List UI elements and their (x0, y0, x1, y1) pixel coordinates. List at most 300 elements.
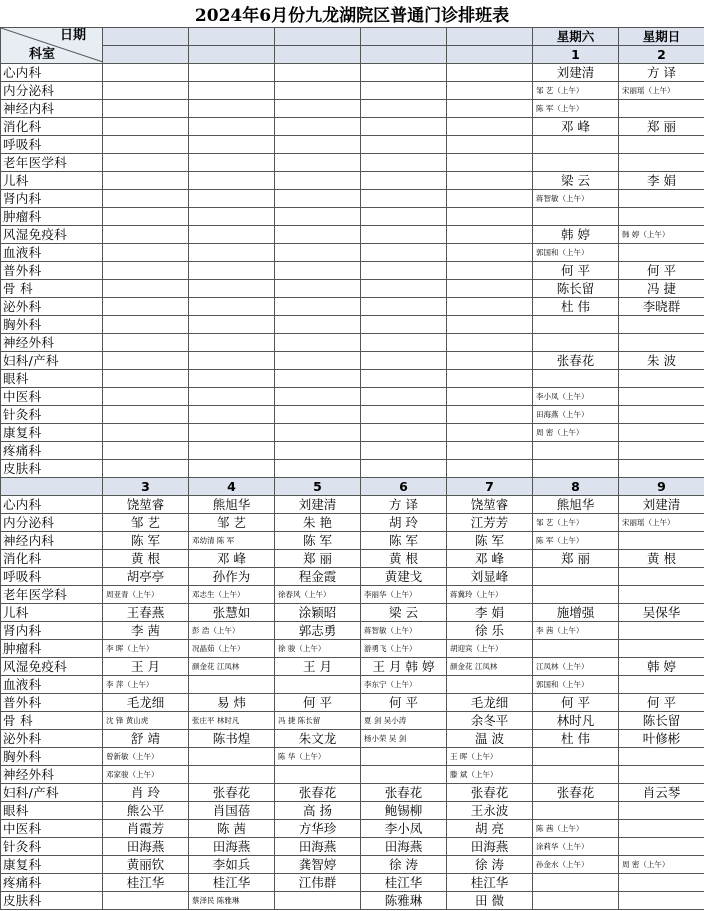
doctor-cell: 邓 峰 (533, 118, 619, 136)
schedule-row (1, 190, 704, 208)
doctor-cell: 李晓群 (619, 298, 704, 316)
doctor-cell (619, 424, 704, 442)
doctor-cell: 陈 军（上午） (533, 100, 619, 118)
doctor-cell: 邓志生（上午） (189, 586, 275, 604)
doctor-cell (361, 388, 447, 406)
doctor-cell: 毛龙细 (447, 694, 533, 712)
schedule-row (1, 604, 704, 622)
doctor-cell: 方华珍 (275, 820, 361, 838)
doctor-cell (189, 676, 275, 694)
doctor-cell (619, 388, 704, 406)
doctor-cell: 梁 云 (361, 604, 447, 622)
department-label: 风湿免疫科 (1, 226, 103, 244)
doctor-cell: 江伟群 (275, 874, 361, 892)
department-label: 泌外科 (1, 730, 103, 748)
day-number-header: 6 (361, 478, 447, 496)
department-label: 针灸科 (1, 838, 103, 856)
doctor-cell: 黄丽钦 (103, 856, 189, 874)
doctor-cell (275, 316, 361, 334)
doctor-cell: 李 茜 (103, 622, 189, 640)
doctor-cell: 韩 婷（上午） (619, 226, 704, 244)
doctor-cell (275, 226, 361, 244)
day-number-header (189, 46, 275, 64)
schedule-row (1, 694, 704, 712)
doctor-cell: 张春花 (447, 784, 533, 802)
doctor-cell (533, 136, 619, 154)
doctor-cell: 张春花 (533, 352, 619, 370)
doctor-cell (619, 532, 704, 550)
schedule-row (1, 532, 704, 550)
doctor-cell (275, 64, 361, 82)
schedule-row (1, 352, 704, 370)
schedule-row (1, 766, 704, 784)
doctor-cell (533, 874, 619, 892)
doctor-cell (189, 82, 275, 100)
doctor-cell: 胡 玲 (361, 514, 447, 532)
doctor-cell (275, 154, 361, 172)
doctor-cell: 周 密（上午） (533, 424, 619, 442)
schedule-row (1, 424, 704, 442)
doctor-cell: 王 月 (275, 658, 361, 676)
doctor-cell: 刘建清 (619, 496, 704, 514)
doctor-cell: 田海燕 (189, 838, 275, 856)
schedule-row (1, 838, 704, 856)
doctor-cell: 颜金花 江凤林 (189, 658, 275, 676)
doctor-cell: 游勇飞（上午） (361, 640, 447, 658)
schedule-row (1, 208, 704, 226)
department-label: 中医科 (1, 388, 103, 406)
doctor-cell (275, 406, 361, 424)
doctor-cell (275, 190, 361, 208)
doctor-cell: 夏 剑 吴小涛 (361, 712, 447, 730)
date-axis-label: 日期 (59, 28, 86, 43)
schedule-row (1, 658, 704, 676)
doctor-cell: 李东宁（上午） (361, 676, 447, 694)
doctor-cell: 叶修彬 (619, 730, 704, 748)
schedule-row (1, 622, 704, 640)
weekday-header: 星期六 (533, 28, 619, 46)
doctor-cell (533, 586, 619, 604)
doctor-cell: 杨小荣 吴 剑 (361, 730, 447, 748)
doctor-cell (103, 190, 189, 208)
doctor-cell (275, 118, 361, 136)
doctor-cell: 何 平 (619, 262, 704, 280)
schedule-row (1, 136, 704, 154)
doctor-cell (275, 262, 361, 280)
doctor-cell: 桂江华 (189, 874, 275, 892)
doctor-cell (361, 190, 447, 208)
weekday-header: 星期日 (619, 28, 704, 46)
department-label: 肿瘤科 (1, 640, 103, 658)
doctor-cell (103, 424, 189, 442)
doctor-cell: 李如兵 (189, 856, 275, 874)
doctor-cell (103, 82, 189, 100)
schedule-row (1, 784, 704, 802)
doctor-cell: 黄 根 (103, 550, 189, 568)
doctor-cell: 郭国和（上午） (533, 244, 619, 262)
day-number-header (103, 46, 189, 64)
doctor-cell (189, 244, 275, 262)
doctor-cell (189, 172, 275, 190)
day-number-header (447, 46, 533, 64)
schedule-row (1, 334, 704, 352)
doctor-cell (189, 442, 275, 460)
doctor-cell: 田 微 (447, 892, 533, 910)
doctor-cell (447, 64, 533, 82)
doctor-cell: 温 波 (447, 730, 533, 748)
doctor-cell (619, 334, 704, 352)
doctor-cell (447, 100, 533, 118)
doctor-cell: 田海燕 (103, 838, 189, 856)
schedule-row (1, 316, 704, 334)
doctor-cell: 何 平 (533, 262, 619, 280)
doctor-cell (189, 334, 275, 352)
doctor-cell (447, 676, 533, 694)
doctor-cell (189, 136, 275, 154)
doctor-cell (619, 622, 704, 640)
doctor-cell (447, 262, 533, 280)
doctor-cell: 邓 峰 (189, 550, 275, 568)
doctor-cell: 肖云琴 (619, 784, 704, 802)
doctor-cell (619, 100, 704, 118)
doctor-cell: 王 月 韩 婷 (361, 658, 447, 676)
doctor-cell (189, 352, 275, 370)
doctor-cell: 张春花 (533, 784, 619, 802)
doctor-cell (447, 82, 533, 100)
department-label: 神经内科 (1, 532, 103, 550)
doctor-cell (619, 676, 704, 694)
schedule-row (1, 370, 704, 388)
doctor-cell: 徐 骏（上午） (275, 640, 361, 658)
doctor-cell: 饶堃睿 (103, 496, 189, 514)
doctor-cell (619, 316, 704, 334)
doctor-cell (533, 370, 619, 388)
doctor-cell (189, 262, 275, 280)
doctor-cell: 陈书煌 (189, 730, 275, 748)
doctor-cell (189, 424, 275, 442)
doctor-cell (447, 388, 533, 406)
doctor-cell: 李小凤 (361, 820, 447, 838)
doctor-cell (447, 154, 533, 172)
doctor-cell: 高 扬 (275, 802, 361, 820)
doctor-cell (189, 298, 275, 316)
doctor-cell: 胡亭亭 (103, 568, 189, 586)
doctor-cell (361, 118, 447, 136)
day-number-header: 1 (533, 46, 619, 64)
doctor-cell (103, 388, 189, 406)
doctor-cell (619, 892, 704, 910)
doctor-cell: 张慧如 (189, 604, 275, 622)
doctor-cell: 冯 捷 (619, 280, 704, 298)
doctor-cell (103, 460, 189, 478)
department-label: 心内科 (1, 64, 103, 82)
doctor-cell (619, 208, 704, 226)
doctor-cell (447, 370, 533, 388)
doctor-cell: 徐春风（上午） (275, 586, 361, 604)
doctor-cell (361, 280, 447, 298)
doctor-cell (361, 460, 447, 478)
doctor-cell (103, 208, 189, 226)
doctor-cell (361, 316, 447, 334)
department-label: 普外科 (1, 262, 103, 280)
doctor-cell (275, 892, 361, 910)
doctor-cell (619, 766, 704, 784)
doctor-cell (533, 154, 619, 172)
doctor-cell: 张春花 (275, 784, 361, 802)
doctor-cell (189, 406, 275, 424)
department-label: 内分泌科 (1, 514, 103, 532)
department-label: 呼吸科 (1, 136, 103, 154)
doctor-cell: 郑 丽 (275, 550, 361, 568)
doctor-cell: 孙金水（上午） (533, 856, 619, 874)
doctor-cell (447, 424, 533, 442)
doctor-cell (189, 370, 275, 388)
doctor-cell: 熊公平 (103, 802, 189, 820)
doctor-cell: 朱 艳 (275, 514, 361, 532)
doctor-cell: 李 茜（上午） (533, 622, 619, 640)
doctor-cell (533, 442, 619, 460)
doctor-cell: 陈 军 (447, 532, 533, 550)
department-label: 神经外科 (1, 766, 103, 784)
doctor-cell (361, 244, 447, 262)
doctor-cell: 何 平 (533, 694, 619, 712)
doctor-cell: 陈长留 (533, 280, 619, 298)
doctor-cell (103, 280, 189, 298)
doctor-cell: 邹 艺 (103, 514, 189, 532)
day-number-header: 9 (619, 478, 704, 496)
doctor-cell: 滕 斌（上午） (447, 766, 533, 784)
doctor-cell: 何 平 (275, 694, 361, 712)
doctor-cell: 何 平 (619, 694, 704, 712)
doctor-cell: 程金霞 (275, 568, 361, 586)
doctor-cell: 徐 涛 (447, 856, 533, 874)
schedule-row (1, 820, 704, 838)
schedule-row (1, 118, 704, 136)
doctor-cell (447, 280, 533, 298)
department-label: 儿科 (1, 604, 103, 622)
doctor-cell (103, 64, 189, 82)
department-label: 眼科 (1, 802, 103, 820)
doctor-cell (447, 316, 533, 334)
day-number-header (361, 46, 447, 64)
doctor-cell: 李小凤（上午） (533, 388, 619, 406)
doctor-cell: 沈 锋 黄山虎 (103, 712, 189, 730)
doctor-cell: 王永波 (447, 802, 533, 820)
schedule-row (1, 172, 704, 190)
doctor-cell: 王 晖（上午） (447, 748, 533, 766)
doctor-cell: 邹 艺 (189, 514, 275, 532)
doctor-cell (361, 100, 447, 118)
doctor-cell: 郭国和（上午） (533, 676, 619, 694)
schedule-row (1, 730, 704, 748)
doctor-cell: 王 月 (103, 658, 189, 676)
schedule-row (1, 280, 704, 298)
department-label: 中医科 (1, 820, 103, 838)
header-weekday-row (1, 28, 704, 46)
doctor-cell (275, 244, 361, 262)
doctor-cell: 朱文龙 (275, 730, 361, 748)
header-day-row (1, 478, 704, 496)
doctor-cell: 李 娟 (619, 172, 704, 190)
schedule-row (1, 802, 704, 820)
department-label: 老年医学科 (1, 586, 103, 604)
doctor-cell (619, 586, 704, 604)
doctor-cell (103, 334, 189, 352)
doctor-cell: 冯 捷 陈长留 (275, 712, 361, 730)
doctor-cell: 蒋智敏（上午） (361, 622, 447, 640)
department-label: 呼吸科 (1, 568, 103, 586)
doctor-cell: 肖国蓓 (189, 802, 275, 820)
schedule-row (1, 586, 704, 604)
doctor-cell: 徐 涛 (361, 856, 447, 874)
doctor-cell (275, 298, 361, 316)
schedule-row (1, 514, 704, 532)
doctor-cell (361, 424, 447, 442)
schedule-row (1, 460, 704, 478)
doctor-cell (361, 442, 447, 460)
dept-axis-label: 科室 (29, 47, 56, 62)
doctor-cell: 颜金花 江凤林 (447, 658, 533, 676)
doctor-cell (361, 262, 447, 280)
doctor-cell: 张春花 (189, 784, 275, 802)
doctor-cell (619, 136, 704, 154)
department-label: 康复科 (1, 856, 103, 874)
doctor-cell: 陈雅琳 (361, 892, 447, 910)
doctor-cell (189, 118, 275, 136)
doctor-cell: 郭志勇 (275, 622, 361, 640)
doctor-cell (361, 154, 447, 172)
day-number-header: 3 (103, 478, 189, 496)
doctor-cell: 陈 茜（上午） (533, 820, 619, 838)
doctor-cell (103, 244, 189, 262)
department-label: 疼痛科 (1, 442, 103, 460)
doctor-cell: 邹 艺（上午） (533, 514, 619, 532)
doctor-cell: 黄 根 (361, 550, 447, 568)
doctor-cell (189, 316, 275, 334)
doctor-cell: 张庄平 林时凡 (189, 712, 275, 730)
doctor-cell: 李 晖（上午） (103, 640, 189, 658)
doctor-cell (361, 406, 447, 424)
weekday-header (361, 28, 447, 46)
department-label: 肾内科 (1, 190, 103, 208)
department-label: 泌外科 (1, 298, 103, 316)
doctor-cell (189, 280, 275, 298)
page-title: 2024年6月份九龙湖院区普通门诊排班表 (194, 6, 510, 26)
doctor-cell (361, 352, 447, 370)
department-label: 内分泌科 (1, 82, 103, 100)
doctor-cell (103, 118, 189, 136)
day-number-header: 8 (533, 478, 619, 496)
doctor-cell: 刘建清 (275, 496, 361, 514)
department-label: 风湿免疫科 (1, 658, 103, 676)
schedule-row (1, 262, 704, 280)
doctor-cell: 朱 波 (619, 352, 704, 370)
doctor-cell: 陈 茜 (189, 820, 275, 838)
doctor-cell (361, 766, 447, 784)
schedule-row (1, 406, 704, 424)
doctor-cell: 林时凡 (533, 712, 619, 730)
doctor-cell: 陈 军 (275, 532, 361, 550)
doctor-cell: 黄建戈 (361, 568, 447, 586)
doctor-cell: 韩 婷 (533, 226, 619, 244)
doctor-cell: 胡 亮 (447, 820, 533, 838)
doctor-cell (361, 82, 447, 100)
schedule-table (0, 27, 704, 910)
doctor-cell: 涂颖昭 (275, 604, 361, 622)
schedule-row (1, 676, 704, 694)
schedule-row (1, 892, 704, 910)
doctor-cell (619, 748, 704, 766)
schedule-row (1, 298, 704, 316)
doctor-cell (447, 460, 533, 478)
doctor-cell: 施增强 (533, 604, 619, 622)
doctor-cell: 郑 丽 (533, 550, 619, 568)
doctor-cell: 陈 军（上午） (533, 532, 619, 550)
doctor-cell: 李丽华（上午） (361, 586, 447, 604)
department-label: 疼痛科 (1, 874, 103, 892)
department-label: 骨 科 (1, 712, 103, 730)
department-label: 肿瘤科 (1, 208, 103, 226)
doctor-cell (619, 802, 704, 820)
doctor-cell: 饶堃睿 (447, 496, 533, 514)
doctor-cell: 刘显峰 (447, 568, 533, 586)
doctor-cell: 鲍锡柳 (361, 802, 447, 820)
schedule-row (1, 82, 704, 100)
doctor-cell (103, 226, 189, 244)
doctor-cell (533, 460, 619, 478)
doctor-cell (447, 226, 533, 244)
department-label: 皮肤科 (1, 460, 103, 478)
doctor-cell: 杜 伟 (533, 298, 619, 316)
corner-header (1, 28, 103, 64)
doctor-cell (619, 244, 704, 262)
doctor-cell (447, 352, 533, 370)
doctor-cell (447, 406, 533, 424)
doctor-cell (447, 244, 533, 262)
doctor-cell: 熊旭华 (189, 496, 275, 514)
doctor-cell: 吴保华 (619, 604, 704, 622)
doctor-cell: 陈长留 (619, 712, 704, 730)
doctor-cell: 蔡泽民 陈雅琳 (189, 892, 275, 910)
department-label: 皮肤科 (1, 892, 103, 910)
doctor-cell (619, 568, 704, 586)
doctor-cell (447, 298, 533, 316)
doctor-cell (189, 388, 275, 406)
department-label: 血液科 (1, 676, 103, 694)
doctor-cell: 韩 婷 (619, 658, 704, 676)
doctor-cell: 曾新敏（上午） (103, 748, 189, 766)
doctor-cell (275, 442, 361, 460)
doctor-cell (189, 748, 275, 766)
doctor-cell: 邓幼清 陈 军 (189, 532, 275, 550)
doctor-cell (533, 568, 619, 586)
doctor-cell: 胡迎宾（上午） (447, 640, 533, 658)
doctor-cell: 何 平 (361, 694, 447, 712)
doctor-cell (103, 442, 189, 460)
department-label: 老年医学科 (1, 154, 103, 172)
day-number-header: 4 (189, 478, 275, 496)
doctor-cell (103, 406, 189, 424)
doctor-cell: 张春花 (361, 784, 447, 802)
doctor-cell: 徐 乐 (447, 622, 533, 640)
department-label: 心内科 (1, 496, 103, 514)
doctor-cell: 宋丽瑶（上午） (619, 514, 704, 532)
doctor-cell: 邓 峰 (447, 550, 533, 568)
blank-header (1, 478, 103, 496)
doctor-cell (361, 334, 447, 352)
day-number-header (275, 46, 361, 64)
doctor-cell (275, 334, 361, 352)
